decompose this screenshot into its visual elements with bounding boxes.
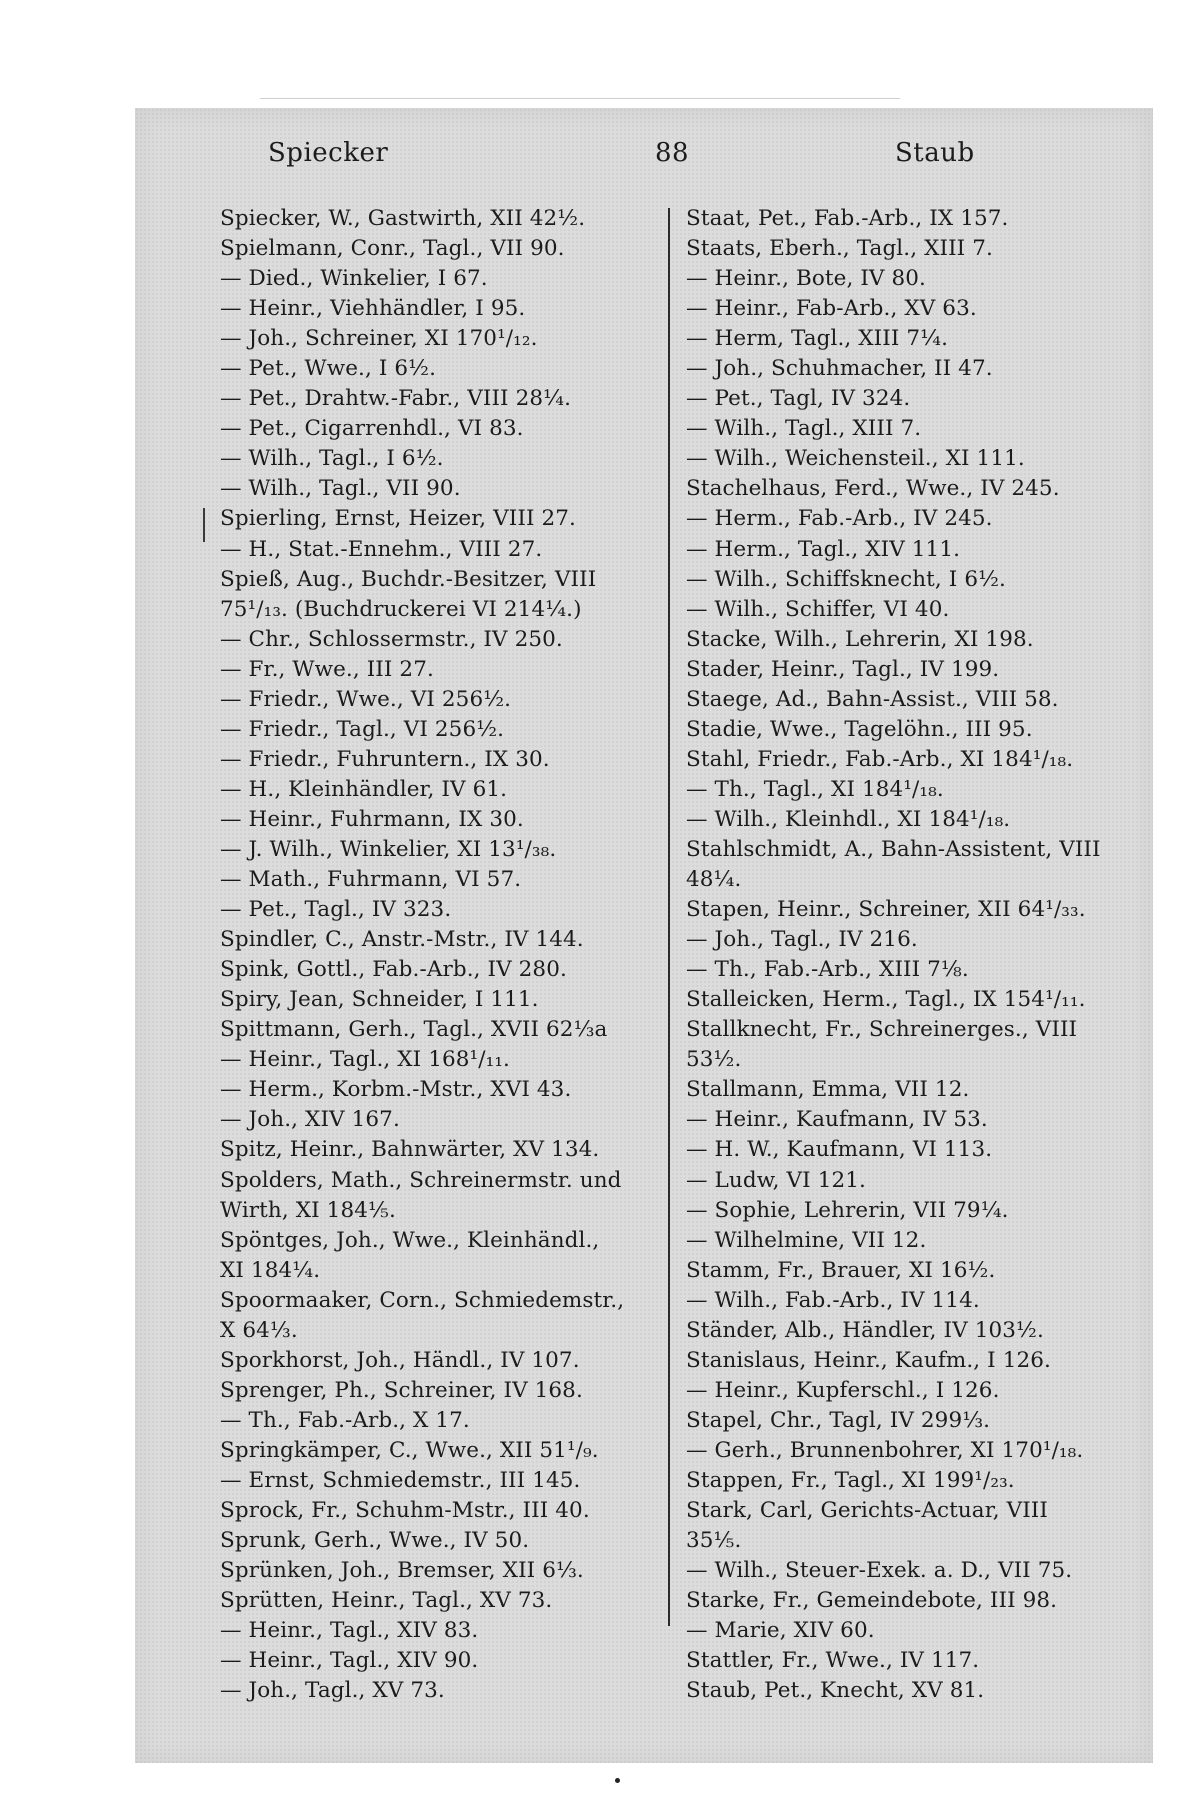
directory-entry: Sprunk, Gerh., Wwe., IV 50. — [220, 1528, 530, 1554]
directory-entry: — Pet., Tagl, IV 324. — [686, 386, 911, 412]
directory-entry: XI 184¼. — [220, 1257, 321, 1283]
directory-entry: Spink, Gottl., Fab.-Arb., IV 280. — [220, 957, 567, 983]
directory-entry: — J. Wilh., Winkelier, XI 13¹/₃₈. — [220, 836, 557, 862]
directory-entry: — Heinr., Viehhändler, I 95. — [220, 296, 526, 322]
directory-entry: — Wilh., Tagl., I 6½. — [220, 446, 444, 472]
directory-entry: Staats, Eberh., Tagl., XIII 7. — [686, 236, 993, 262]
directory-entry: — Heinr., Tagl., XIV 83. — [220, 1618, 479, 1644]
directory-entry: Spöntges, Joh., Wwe., Kleinhändl., — [220, 1227, 600, 1253]
directory-entry: — Wilh., Schiffer, VI 40. — [686, 596, 950, 622]
directory-entry: — H. W., Kaufmann, VI 113. — [686, 1137, 993, 1163]
directory-entry: Stacke, Wilh., Lehrerin, XI 198. — [686, 626, 1034, 652]
directory-entry: — Joh., Tagl., IV 216. — [686, 927, 918, 953]
directory-entry: — Herm, Tagl., XIII 7¼. — [686, 326, 949, 352]
directory-entry: — Died., Winkelier, I 67. — [220, 266, 488, 292]
directory-entry: Stahlschmidt, A., Bahn-Assistent, VIII — [686, 836, 1101, 862]
directory-entry: Staat, Pet., Fab.-Arb., IX 157. — [686, 206, 1009, 231]
directory-entry: — Th., Fab.-Arb., X 17. — [220, 1407, 470, 1433]
directory-entry: Stachelhaus, Ferd., Wwe., IV 245. — [686, 476, 1060, 502]
directory-entry: Spielmann, Conr., Tagl., VII 90. — [220, 236, 565, 262]
directory-entry: — Heinr., Kaufmann, IV 53. — [686, 1107, 988, 1133]
directory-entry: — Friedr., Tagl., VI 256½. — [220, 716, 505, 742]
directory-entry: Spiry, Jean, Schneider, I 111. — [220, 987, 539, 1013]
directory-entry: Staege, Ad., Bahn-Assist., VIII 58. — [686, 686, 1059, 712]
directory-entry: — Sophie, Lehrerin, VII 79¼. — [686, 1197, 1009, 1223]
directory-entry: Stahl, Friedr., Fab.-Arb., XI 184¹/₁₈. — [686, 746, 1074, 772]
directory-entry: Stanislaus, Heinr., Kaufm., I 126. — [686, 1347, 1051, 1373]
directory-entry: Stappen, Fr., Tagl., XI 199¹/₂₃. — [686, 1467, 1015, 1493]
directory-entry: X 64⅓. — [220, 1317, 298, 1343]
directory-entry: Spierling, Ernst, Heizer, VIII 27. — [220, 506, 576, 532]
directory-entry: — Heinr., Fuhrmann, IX 30. — [220, 806, 524, 832]
directory-entry: — Wilhelmine, VII 12. — [686, 1227, 927, 1253]
directory-entry: Stapen, Heinr., Schreiner, XII 64¹/₃₃. — [686, 897, 1086, 923]
margin-mark — [203, 508, 205, 542]
directory-entry: Spittmann, Gerh., Tagl., XVII 62⅓a — [220, 1017, 608, 1043]
directory-entry: — H., Stat.-Ennehm., VIII 27. — [220, 536, 543, 562]
directory-entry: — Ludw, VI 121. — [686, 1167, 866, 1193]
directory-entry: — Heinr., Tagl., XI 168¹/₁₁. — [220, 1047, 510, 1073]
directory-entry: — Joh., Tagl., XV 73. — [220, 1678, 445, 1704]
directory-entry: — Pet., Tagl., IV 323. — [220, 897, 452, 923]
directory-entry: — Heinr., Bote, IV 80. — [686, 266, 926, 292]
top-scan-rule — [260, 98, 900, 99]
directory-entry: Stallknecht, Fr., Schreinerges., VIII — [686, 1017, 1078, 1043]
directory-entry: — Wilh., Weichensteil., XI 111. — [686, 446, 1025, 472]
directory-entry: Starke, Fr., Gemeindebote, III 98. — [686, 1588, 1058, 1614]
directory-entry: Stark, Carl, Gerichts-Actuar, VIII — [686, 1498, 1048, 1524]
directory-entry: — Wilh., Tagl., VII 90. — [220, 476, 461, 502]
directory-entry: — Joh., Schreiner, XI 170¹/₁₂. — [220, 326, 538, 352]
directory-entry: — Herm., Fab.-Arb., IV 245. — [686, 506, 993, 532]
directory-entry: 53½. — [686, 1047, 742, 1073]
directory-entry: — Th., Tagl., XI 184¹/₁₈. — [686, 776, 944, 802]
directory-entry: — Ernst, Schmiedemstr., III 145. — [220, 1467, 581, 1493]
directory-entry: — Marie, XIV 60. — [686, 1618, 875, 1644]
directory-entry: Ständer, Alb., Händler, IV 103½. — [686, 1317, 1044, 1343]
directory-entry: Stapel, Chr., Tagl, IV 299⅓. — [686, 1407, 991, 1433]
directory-entry: Stamm, Fr., Brauer, XI 16½. — [686, 1257, 996, 1283]
directory-entry: Spitz, Heinr., Bahnwärter, XV 134. — [220, 1137, 600, 1163]
directory-entry: — Joh., XIV 167. — [220, 1107, 400, 1133]
directory-entry: Sprenger, Ph., Schreiner, IV 168. — [220, 1377, 583, 1403]
running-head-right: Staub — [895, 138, 975, 168]
directory-entry: Wirth, XI 184⅕. — [220, 1197, 396, 1223]
directory-entry: — H., Kleinhändler, IV 61. — [220, 776, 508, 802]
directory-entry: Springkämper, C., Wwe., XII 51¹/₉. — [220, 1437, 599, 1463]
column-divider — [668, 208, 670, 1626]
directory-entry: — Wilh., Schiffsknecht, I 6½. — [686, 566, 1006, 592]
directory-entry: Stader, Heinr., Tagl., IV 199. — [686, 656, 1000, 682]
directory-entry: 75¹/₁₃. (Buchdruckerei VI 214¼.) — [220, 596, 582, 622]
directory-entry: — Herm., Korbm.-Mstr., XVI 43. — [220, 1077, 572, 1103]
directory-entry: — Herm., Tagl., XIV 111. — [686, 536, 961, 562]
directory-entry: Stalleicken, Herm., Tagl., IX 154¹/₁₁. — [686, 987, 1086, 1013]
directory-entry: — Heinr., Fab-Arb., XV 63. — [686, 296, 977, 322]
directory-entry: 35⅕. — [686, 1528, 742, 1554]
directory-entry: — Pet., Wwe., I 6½. — [220, 356, 437, 382]
directory-entry: Spolders, Math., Schreinermstr. und — [220, 1167, 622, 1193]
page-number: 88 — [655, 138, 690, 168]
directory-entry: Spindler, C., Anstr.-Mstr., IV 144. — [220, 927, 584, 953]
directory-entry: — Wilh., Kleinhdl., XI 184¹/₁₈. — [686, 806, 1011, 832]
directory-entry: Spieß, Aug., Buchdr.-Besitzer, VIII — [220, 566, 597, 592]
directory-entry: Spiecker, W., Gastwirth, XII 42½. — [220, 206, 586, 231]
directory-entry: — Th., Fab.-Arb., XIII 7⅛. — [686, 957, 969, 983]
directory-entry: Stadie, Wwe., Tagelöhn., III 95. — [686, 716, 1033, 742]
directory-entry: — Fr., Wwe., III 27. — [220, 656, 434, 682]
directory-entry: — Gerh., Brunnenbohrer, XI 170¹/₁₈. — [686, 1437, 1084, 1463]
directory-entry: — Joh., Schuhmacher, II 47. — [686, 356, 993, 382]
directory-entry: Spoormaaker, Corn., Schmiedemstr., — [220, 1287, 625, 1313]
directory-entry: — Friedr., Wwe., VI 256½. — [220, 686, 512, 712]
directory-entry: — Heinr., Tagl., XIV 90. — [220, 1648, 479, 1674]
directory-entry: Staub, Pet., Knecht, XV 81. — [686, 1678, 985, 1704]
left-column — [220, 204, 660, 1706]
directory-entry: — Wilh., Steuer-Exek. a. D., VII 75. — [686, 1558, 1073, 1584]
directory-entry: — Chr., Schlossermstr., IV 250. — [220, 626, 563, 652]
directory-entry: — Pet., Drahtw.-Fabr., VIII 28¼. — [220, 386, 571, 412]
directory-entry: Sprock, Fr., Schuhm-Mstr., III 40. — [220, 1498, 590, 1524]
directory-entry: Stattler, Fr., Wwe., IV 117. — [686, 1648, 980, 1674]
directory-entry: — Friedr., Fuhruntern., IX 30. — [220, 746, 550, 772]
right-column — [686, 204, 1126, 1706]
directory-entry: — Heinr., Kupferschl., I 126. — [686, 1377, 1000, 1403]
directory-entry: Sprütten, Heinr., Tagl., XV 73. — [220, 1588, 553, 1614]
directory-entry: 48¼. — [686, 867, 742, 893]
directory-entry: Sporkhorst, Joh., Händl., IV 107. — [220, 1347, 580, 1373]
running-head-left: Spiecker — [268, 138, 389, 168]
directory-entry: — Math., Fuhrmann, VI 57. — [220, 867, 522, 893]
directory-entry: — Wilh., Tagl., XIII 7. — [686, 416, 922, 442]
footer-dot — [615, 1778, 620, 1783]
directory-entry: Sprünken, Joh., Bremser, XII 6⅓. — [220, 1558, 584, 1584]
directory-entry: — Wilh., Fab.-Arb., IV 114. — [686, 1287, 980, 1313]
directory-entry: Stallmann, Emma, VII 12. — [686, 1077, 970, 1103]
directory-entry: — Pet., Cigarrenhdl., VI 83. — [220, 416, 524, 442]
